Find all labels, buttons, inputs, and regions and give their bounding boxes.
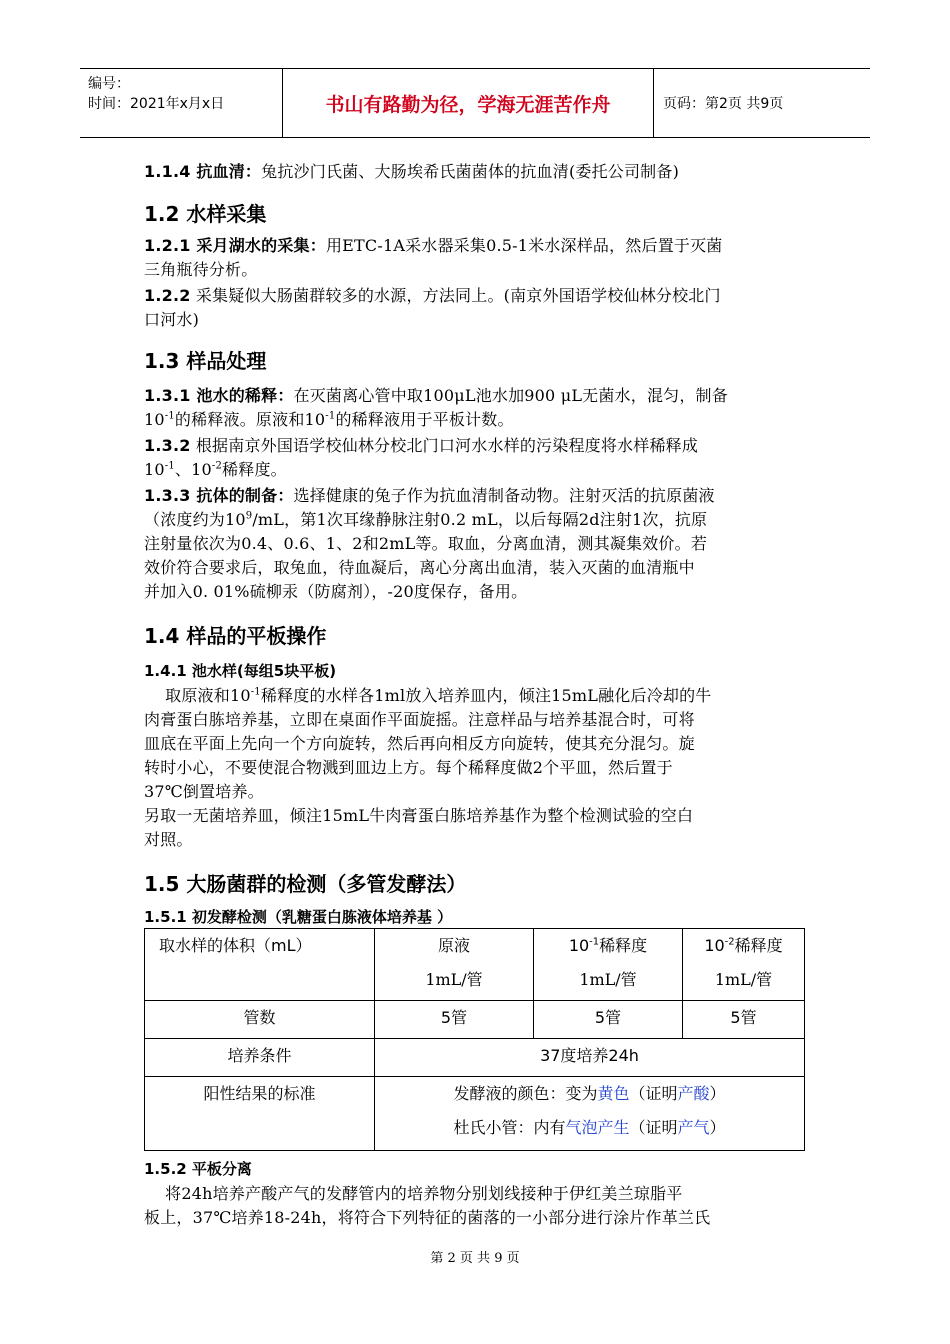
text: /mL，第1次耳缘静脉注射0.2 mL，以后每隔2d注射1次，抗原 bbox=[252, 510, 708, 529]
table-cell bbox=[145, 1001, 375, 1039]
section-number: 1.3.2 bbox=[144, 436, 191, 455]
paragraph-line: 对照。 bbox=[144, 830, 193, 849]
cell-text: 取水样的体积（mL） bbox=[159, 936, 312, 955]
paragraph-line: 效价符合要求后，取兔血，待血凝后，离心分离出血清，装入灭菌的血清瓶中 bbox=[144, 558, 695, 577]
heading-1-4: 1.4 样品的平板操作 bbox=[144, 624, 327, 648]
section-1-4-1-body bbox=[144, 684, 809, 852]
superscript: -1 bbox=[325, 410, 336, 422]
header-motto: 书山有路勤为径，学海无涯苦作舟 bbox=[283, 69, 654, 137]
paragraph-line: 肉膏蛋白胨培养基，立即在桌面作平面旋摇。注意样品与培养基混合时，可将 bbox=[144, 710, 695, 729]
table-row bbox=[145, 1077, 805, 1151]
text: 10 bbox=[704, 936, 725, 955]
table-cell bbox=[683, 929, 805, 1001]
highlight-text: 产酸 bbox=[677, 1084, 710, 1103]
cell-text: 培养条件 bbox=[227, 1046, 292, 1065]
section-number: 1.2.1 采月湖水的采集： bbox=[144, 236, 326, 255]
heading-1-5-1: 1.5.1 初发酵检测（乳糖蛋白胨液体培养基 ） bbox=[144, 908, 453, 926]
text: 杜氏小管：内有 bbox=[453, 1118, 566, 1137]
section-1-3-3 bbox=[144, 484, 809, 604]
table-row bbox=[145, 929, 805, 1001]
fermentation-table bbox=[144, 928, 805, 1151]
section-1-2-1 bbox=[144, 234, 809, 282]
cell-text: 1mL/管 bbox=[714, 970, 773, 989]
heading-1-2: 1.2 水样采集 bbox=[144, 202, 267, 226]
header-meta bbox=[80, 69, 283, 137]
table-cell bbox=[375, 1077, 805, 1151]
text: 取原液和10 bbox=[144, 686, 251, 705]
table-cell bbox=[375, 929, 534, 1001]
section-1-5-2-body bbox=[144, 1182, 809, 1230]
text: ） bbox=[709, 1084, 726, 1103]
heading-1-5-2: 1.5.2 平板分离 bbox=[144, 1160, 252, 1178]
time-label: 时间：2021年x月x日 bbox=[88, 96, 225, 112]
paragraph-text: 根据南京外国语学校仙林分校北门口河水水样的污染程度将水样稀释成 bbox=[190, 436, 699, 455]
text: 的稀释液用于平板计数。 bbox=[335, 410, 514, 429]
table-cell bbox=[375, 1039, 805, 1077]
table-cell bbox=[683, 1001, 805, 1039]
paragraph-text: 采集疑似大肠菌群较多的水源，方法同上。(南京外国语学校仙林分校北门 bbox=[190, 286, 721, 305]
paragraph-line: 另取一无菌培养皿，倾注15mL牛肉膏蛋白胨培养基作为整个检测试验的空白 bbox=[144, 806, 694, 825]
section-1-2-2 bbox=[144, 284, 809, 332]
table-cell bbox=[145, 1077, 375, 1151]
cell-text: 原液 bbox=[437, 936, 470, 955]
superscript: -2 bbox=[724, 936, 735, 948]
text: 10 bbox=[144, 410, 165, 429]
cell-text: 阳性结果的标准 bbox=[203, 1084, 316, 1103]
text: （浓度约为10 bbox=[144, 510, 246, 529]
paragraph-line: 注射量依次为0.4、0.6、1、2和2mL等。取血，分离血清，测其凝集效价。若 bbox=[144, 534, 708, 553]
table-row bbox=[145, 1039, 805, 1077]
text: 的稀释液。原液和10 bbox=[174, 410, 326, 429]
paragraph-text: 用ETC-1A采水器采集0.5-1米水深样品，然后置于灭菌 bbox=[325, 236, 723, 255]
text: 稀释度 bbox=[599, 936, 648, 955]
text: 发酵液的颜色：变为 bbox=[453, 1084, 598, 1103]
paragraph-text: 口河水) bbox=[144, 310, 200, 329]
highlight-text: 气泡产生 bbox=[565, 1118, 630, 1137]
page-header bbox=[80, 68, 870, 138]
section-1-1-4 bbox=[144, 160, 809, 184]
paragraph-text: 选择健康的兔子作为抗血清制备动物。注射灭活的抗原菌液 bbox=[293, 486, 715, 505]
text: 稀释度的水样各1ml放入培养皿内，倾注15mL融化后冷却的牛 bbox=[260, 686, 712, 705]
heading-1-5: 1.5 大肠菌群的检测（多管发酵法） bbox=[144, 872, 467, 896]
paragraph-line: 37℃倒置培养。 bbox=[144, 782, 264, 801]
text: 、10 bbox=[174, 460, 212, 479]
cell-text: 1mL/管 bbox=[425, 970, 483, 989]
superscript: -1 bbox=[164, 460, 175, 472]
section-number: 1.2.2 bbox=[144, 286, 191, 305]
text: 10 bbox=[568, 936, 590, 955]
paragraph-text: 在灭菌离心管中取100μL池水加900 μL无菌水，混匀，制备 bbox=[293, 386, 728, 405]
heading-1-3: 1.3 样品处理 bbox=[144, 349, 267, 373]
table-cell bbox=[145, 1039, 375, 1077]
cell-text: 5管 bbox=[730, 1008, 757, 1027]
paragraph-text: 兔抗沙门氏菌、大肠埃希氏菌菌体的抗血清(委托公司制备) bbox=[261, 162, 680, 181]
paragraph-line: 并加入0. 01%硫柳汞（防腐剂），-20度保存，备用。 bbox=[144, 582, 528, 601]
section-number: 1.3.3 抗体的制备： bbox=[144, 486, 294, 505]
superscript: 9 bbox=[245, 510, 253, 522]
text: 稀释度。 bbox=[222, 460, 287, 479]
cell-text: 37度培养24h bbox=[540, 1046, 639, 1065]
superscript: -1 bbox=[250, 686, 261, 698]
text: （证明 bbox=[629, 1118, 678, 1137]
table-cell bbox=[534, 929, 683, 1001]
superscript: -1 bbox=[164, 410, 175, 422]
cell-text: 1mL/管 bbox=[579, 970, 637, 989]
section-number: 1.1.4 抗血清： bbox=[144, 162, 262, 181]
table-row bbox=[145, 1001, 805, 1039]
paragraph-line: 转时小心，不要使混合物溅到皿边上方。每个稀释度做2个平皿，然后置于 bbox=[144, 758, 673, 777]
paragraph-line: 皿底在平面上先向一个方向旋转，然后再向相反方向旋转，使其充分混匀。旋 bbox=[144, 734, 695, 753]
cell-text: 5管 bbox=[594, 1008, 622, 1027]
paragraph-line: 将24h培养产酸产气的发酵管内的培养物分别划线接种于伊红美兰琼脂平 bbox=[144, 1184, 683, 1203]
superscript: -2 bbox=[211, 460, 223, 472]
table-cell bbox=[534, 1001, 683, 1039]
section-1-3-1 bbox=[144, 384, 809, 432]
page-footer: 第 2 页 共 9 页 bbox=[430, 1251, 520, 1266]
text: （证明 bbox=[629, 1084, 678, 1103]
text: 稀释度 bbox=[734, 936, 783, 955]
highlight-text: 产气 bbox=[677, 1118, 710, 1137]
table-cell bbox=[375, 1001, 534, 1039]
text: ） bbox=[709, 1118, 726, 1137]
section-number: 1.3.1 池水的稀释： bbox=[144, 386, 294, 405]
header-page-number: 页码：第2页 共9页 bbox=[663, 96, 784, 112]
cell-text: 5管 bbox=[440, 1008, 468, 1027]
highlight-text: 黄色 bbox=[597, 1084, 630, 1103]
number-label: 编号： bbox=[88, 76, 130, 92]
paragraph-line: 板上，37℃培养18-24h，将符合下列特征的菌落的一小部分进行涂片作革兰氏 bbox=[144, 1208, 711, 1227]
section-1-3-2 bbox=[144, 434, 809, 482]
superscript: -1 bbox=[589, 936, 600, 948]
paragraph-text: 三角瓶待分析。 bbox=[144, 260, 258, 279]
heading-1-4-1: 1.4.1 池水样(每组5块平板) bbox=[144, 662, 337, 680]
cell-text: 管数 bbox=[243, 1008, 276, 1027]
table-cell bbox=[145, 929, 375, 1001]
text: 10 bbox=[144, 460, 165, 479]
